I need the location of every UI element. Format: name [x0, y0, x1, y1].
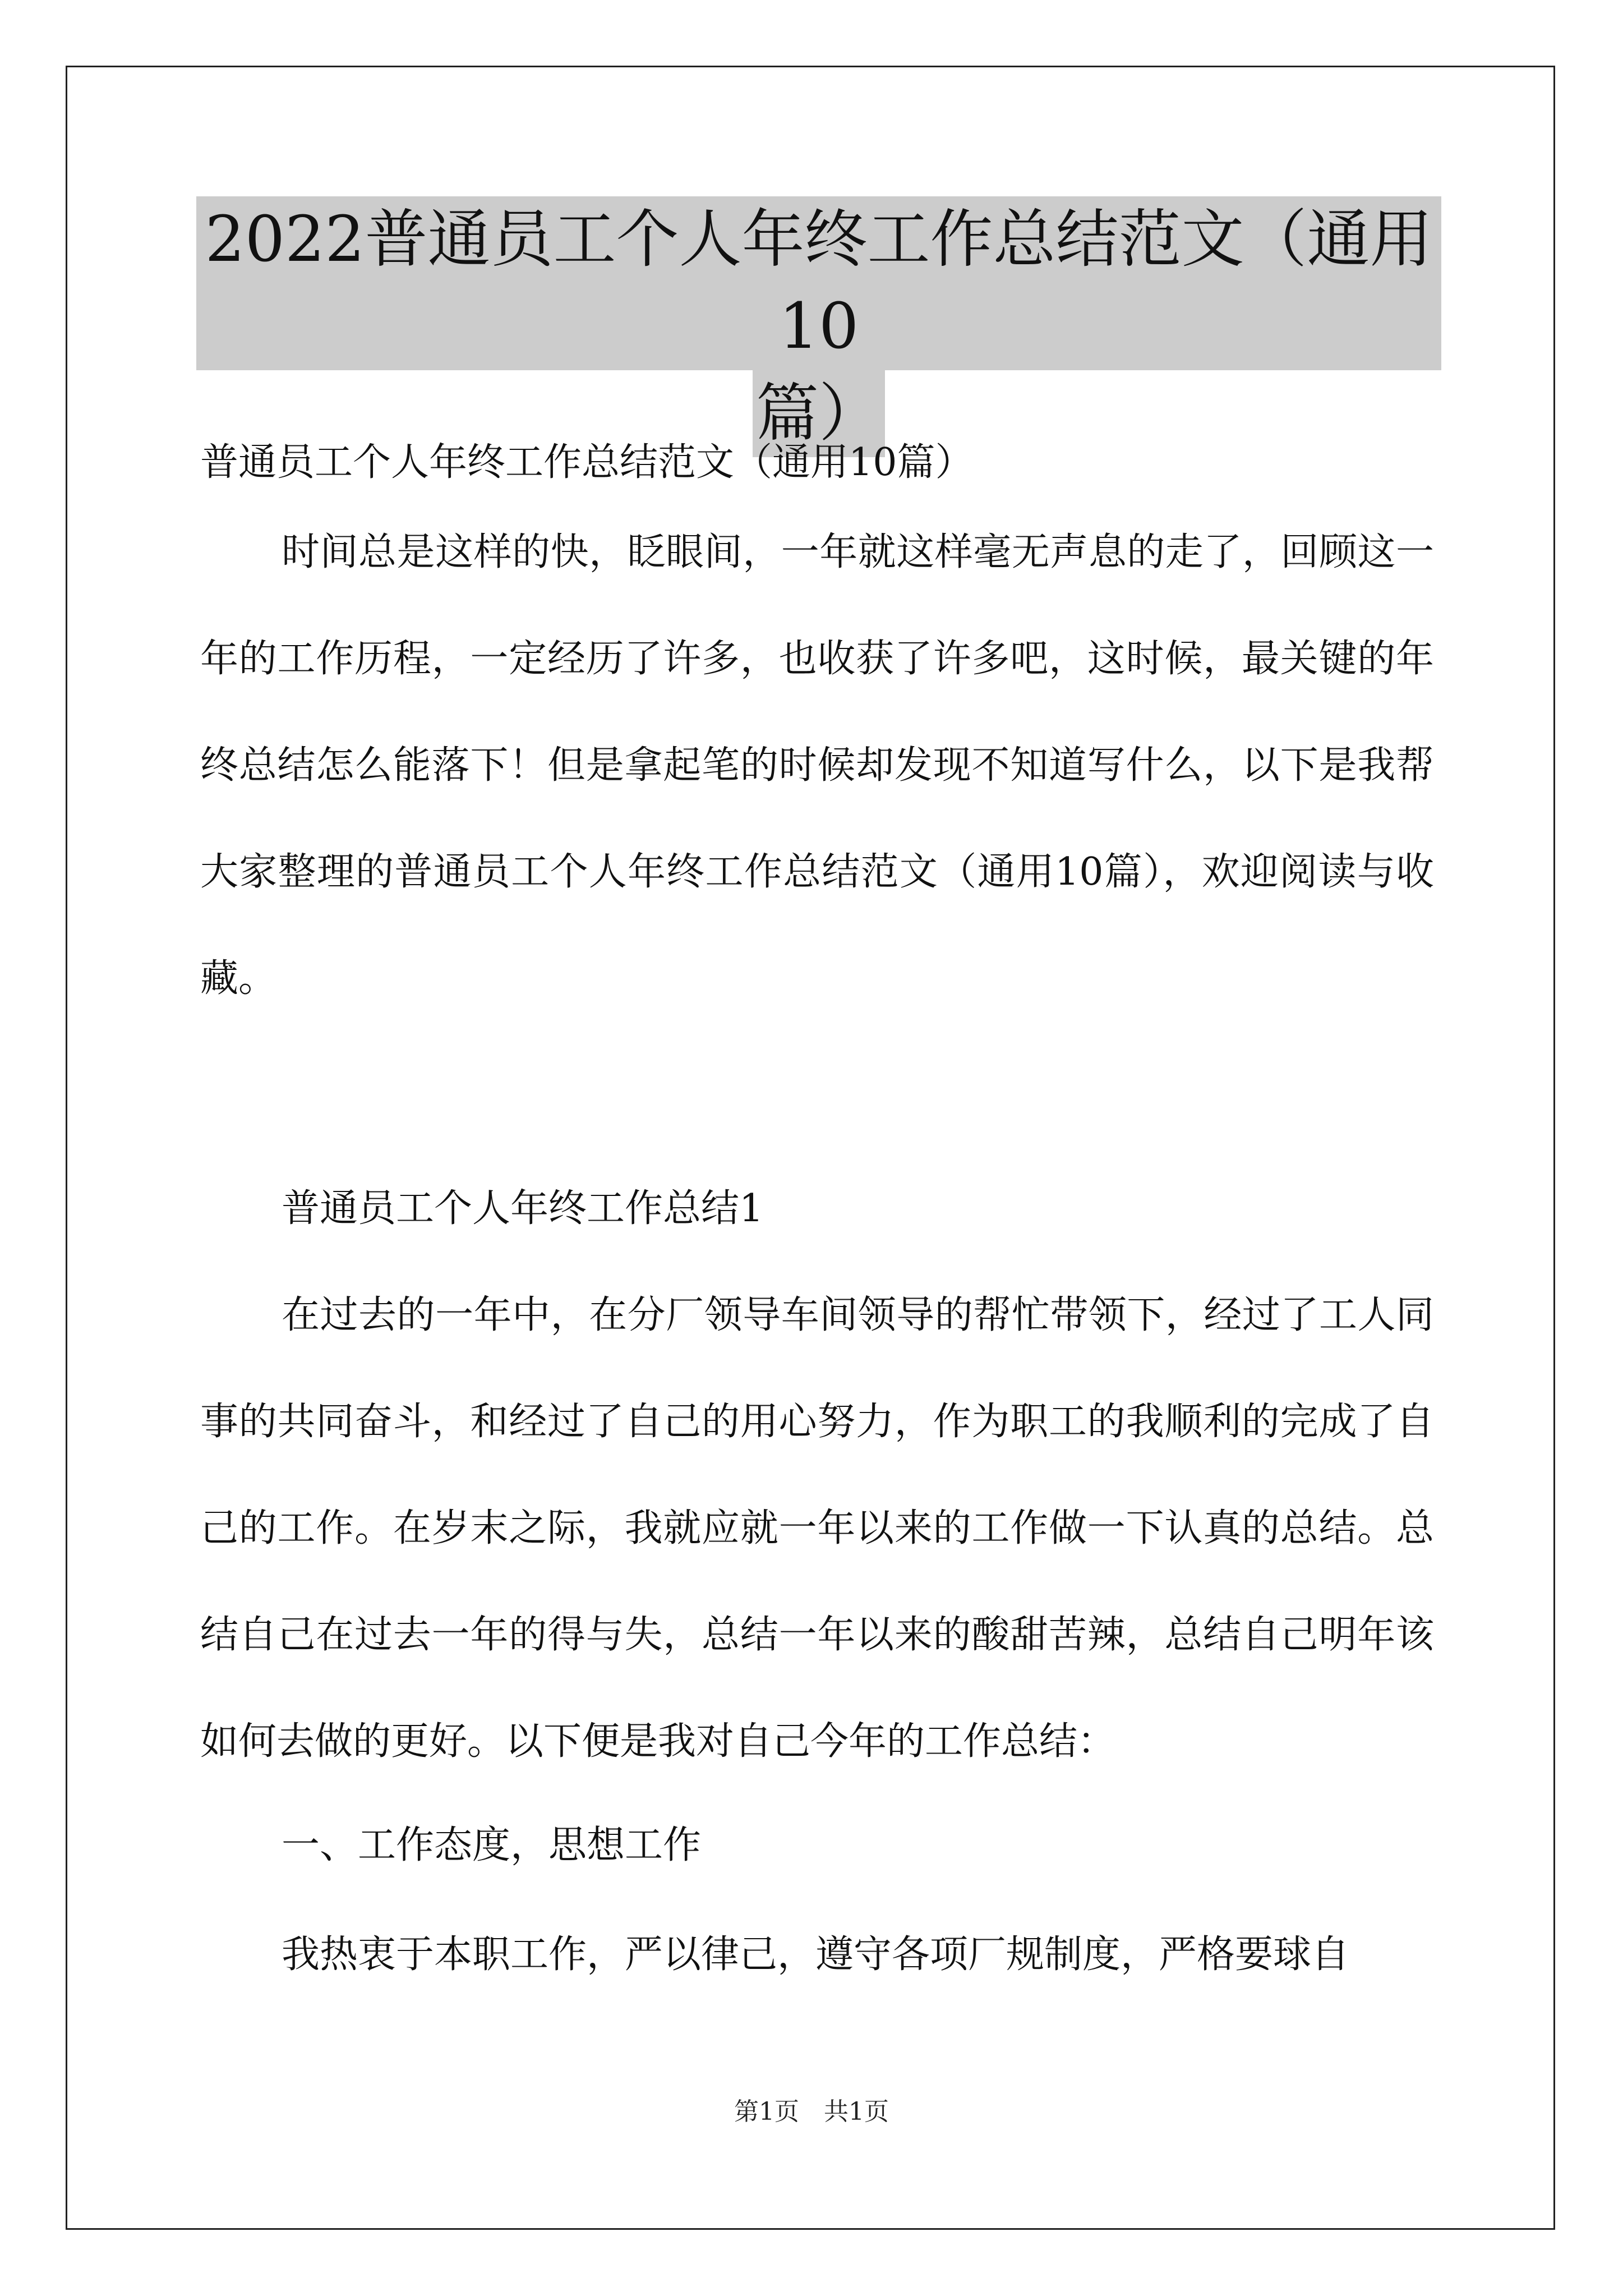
page-footer: 第1页 共1页: [734, 2097, 889, 2126]
section-1-paragraph: 在过去的一年中，在分厂领导车间领导的帮忙带领下，经过了工人同事的共同奋斗，和经过了自己的用心努力，作为职工的我顺利的完成了自己的工作。在岁末之际，我就应就一年以来的工作做一下认真的总结。总结自己在过去一年的得与失，总结一年以来的酸甜苦辣，总结自己明年该如何去做的更好。以下便是我对自己今年的工作总结：: [200, 1293, 1434, 1764]
document-title: [196, 196, 1441, 457]
section-subheading: 一、工作态度，思想工作: [282, 1823, 702, 1867]
intro-paragraph: 时间总是这样的快，眨眼间，一年就这样毫无声息的走了，回顾这一年的工作历程，一定经历了许多，也收获了许多吧，这时候，最关键的年终总结怎么能落下！但是拿起笔的时候却发现不知道写什么，以下是我帮大家整理的普通员工个人年终工作总结范文（通用10篇），欢迎阅读与收藏。: [200, 530, 1434, 1001]
document-subtitle: 普通员工个人年终工作总结范文（通用10篇）: [200, 440, 974, 485]
title-line-2: 篇）: [753, 370, 885, 457]
closing-paragraph: 我热衷于本职工作，严以律己，遵守各项厂规制度，严格要球自: [282, 1932, 1350, 1977]
title-line-1: 2022普通员工个人年终工作总结范文（通用10: [196, 196, 1441, 370]
section-1-heading: 普通员工个人年终工作总结1: [282, 1186, 764, 1231]
